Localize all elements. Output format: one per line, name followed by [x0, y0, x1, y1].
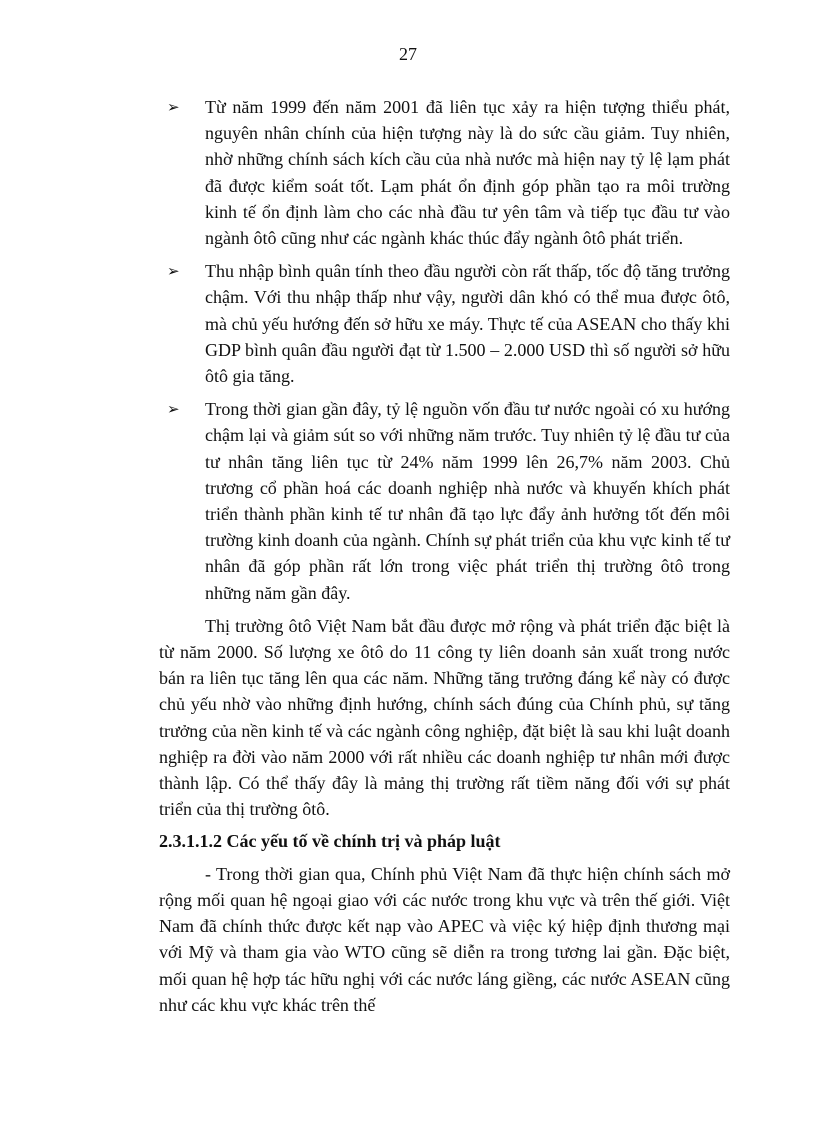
bullet-text: Từ năm 1999 đến năm 2001 đã liên tục xảy ra hiện tượng thiểu phát, nguyên nhân chính của hiện tượng này là do sức cầu giảm. Tuy nhiên, nhờ những chính sách kích cầu của nhà nước mà hiện nay tỷ lệ lạm phát đã được kiểm soát tốt. Lạm phát ổn định góp phần tạo ra môi trường kinh tế ổn định làm cho các nhà đầu tư yên tâm và tiếp tục đầu tư vào ngành ôtô cũng như các ngành khác thúc đẩy ngành ôtô phát triển.	[205, 97, 730, 249]
section-heading: 2.3.1.1.2 Các yếu tố về chính trị và pháp luật	[159, 831, 501, 852]
bullet-item	[159, 396, 730, 606]
bullet-item	[159, 94, 730, 251]
document-body	[159, 94, 730, 1018]
politics-paragraph: - Trong thời gian qua, Chính phủ Việt Nam đã thực hiện chính sách mở rộng mối quan hệ ngoại giao với các nước trong khu vực và trên thế giới. Việt Nam đã chính thức được kết nạp vào APEC và việc ký hiệp định thương mại với Mỹ và tham gia vào WTO cũng sẽ diễn ra trong tương lai gần. Đặc biệt, mối quan hệ hợp tác hữu nghị với các nước láng giềng, các nước ASEAN cũng như các khu vực khác trên thế	[159, 863, 730, 1015]
bullet-item	[159, 258, 730, 389]
bullet-text: Thu nhập bình quân tính theo đầu người còn rất thấp, tốc độ tăng trưởng chậm. Với thu nhập thấp như vậy, người dân khó có thể mua được ôtô, mà chủ yếu hướng đến sở hữu xe máy. Thực tế của ASEAN cho thấy khi GDP bình quân đầu người đạt từ 1.500 – 2.000 USD thì số người sở hữu ôtô gia tăng.	[205, 261, 730, 387]
arrow-bullet-icon: ➢	[167, 400, 180, 419]
arrow-bullet-icon: ➢	[167, 98, 180, 116]
arrow-bullet-icon: ➢	[167, 262, 180, 281]
bullet-text: Trong thời gian gần đây, tỷ lệ nguồn vốn đầu tư nước ngoài có xu hướng chậm lại và giảm sút so với những năm trước. Tuy nhiên tỷ lệ đầu tư của tư nhân tăng liên tục từ 24% năm 1999 lên 26,7% năm 2003. Chủ trương cổ phần hoá các doanh nghiệp nhà nước và khuyến khích phát triển thành phần kinh tế tư nhân đã tạo lực đẩy ảnh hưởng tốt đến môi trường kinh doanh của ngành. Chính sự phát triển của khu vực kinh tế tư nhân đã góp phần rất lớn trong việc phát triển thị trường ôtô trong những năm gần đây.	[205, 399, 730, 603]
market-paragraph: Thị trường ôtô Việt Nam bắt đầu được mở rộng và phát triển đặc biệt là từ năm 2000. Số lượng xe ôtô do 11 công ty liên doanh sản xuất trong nước bán ra liên tục tăng lên qua các năm. Những tăng trưởng đáng kể này có được chủ yếu nhờ vào những định hướng, chính sách đúng của Chính phủ, sự tăng trưởng của nền kinh tế và các ngành công nghiệp, đặt biệt là sau khi luật doanh nghiệp ra đời vào năm 2000 với rất nhiều các doanh nghiệp tư nhân mới được thành lập. Có thể thấy đây là mảng thị trường rất tiềm năng đối với sự phát triển của thị trường ôtô.	[159, 615, 730, 820]
page-number: 27	[399, 44, 417, 64]
